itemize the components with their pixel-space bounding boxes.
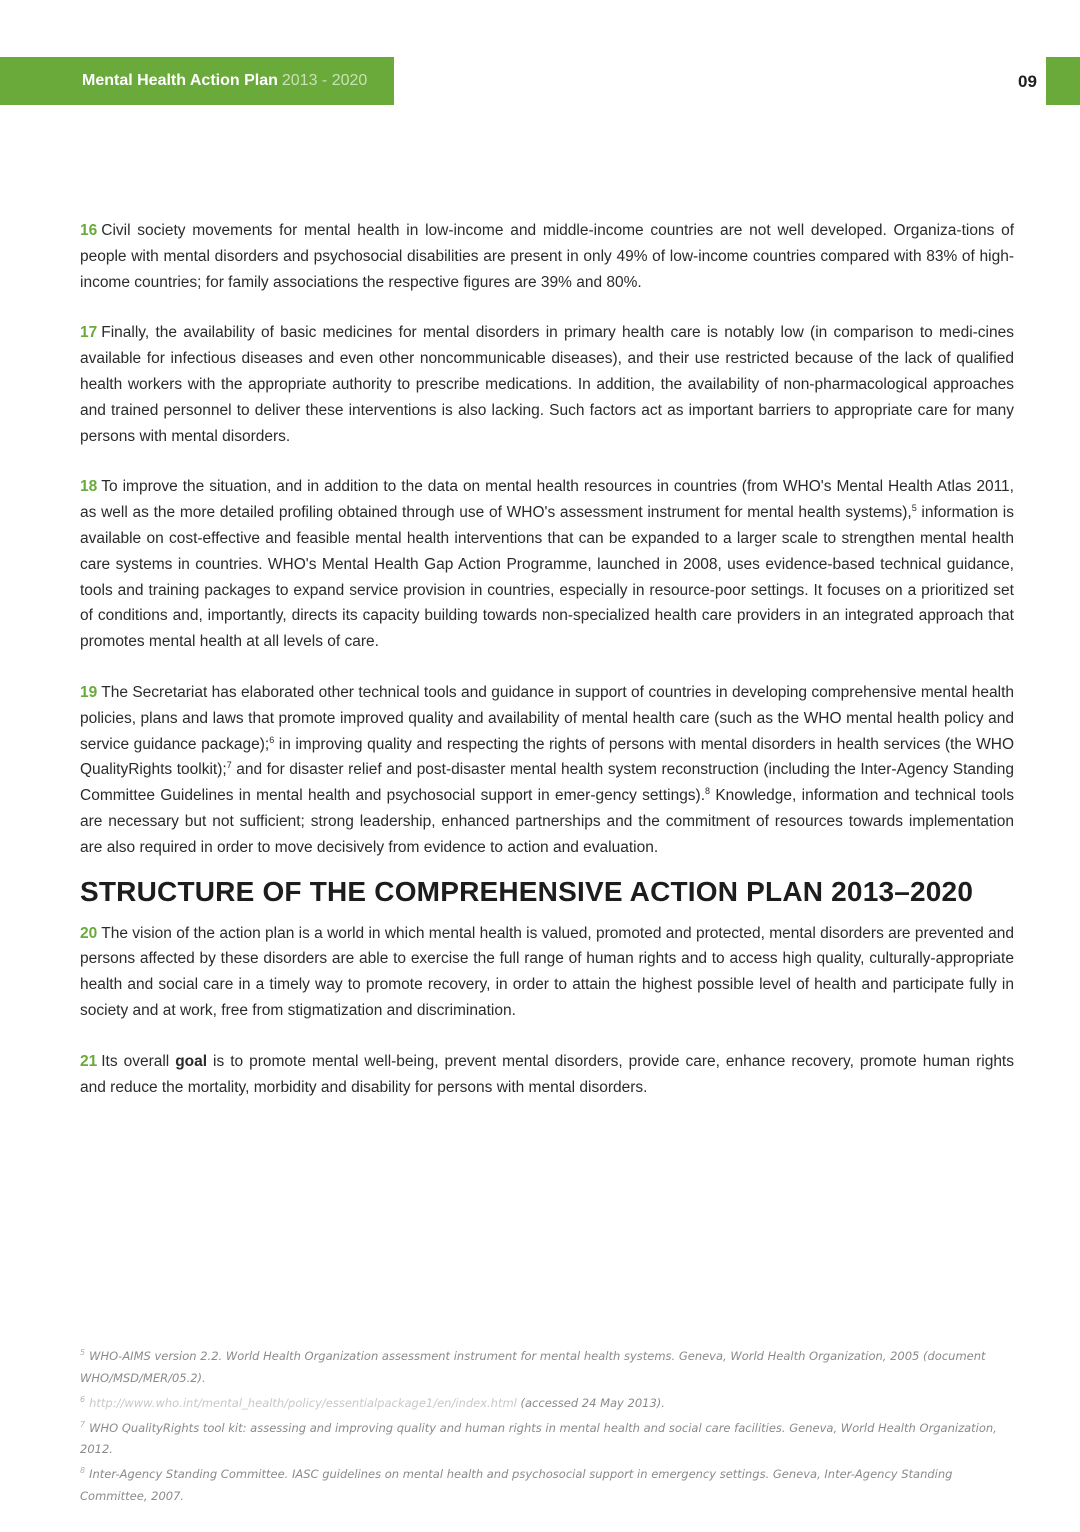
footnote-ref: 7 (226, 760, 232, 771)
header-years: 2013 - 2020 (281, 72, 368, 89)
footnote-5 (80, 1342, 1020, 1389)
paragraph-16 (80, 218, 1014, 295)
running-header (82, 72, 367, 90)
paragraph-text: Finally, the availability of basic medicines for mental disorders in primary health care is notably low (in comparison to medi-cines available for infectious diseases and even other noncommunicable diseases), and their use restricted because of the lack of qualified health workers with the appropriate authority to prescribe medications. In addition, the availability of non-pharmacological approaches and trained personnel to deliver these interventions is also lacking. Such factors act as important barriers to appropriate care for many persons with mental disorders. (80, 324, 1014, 445)
paragraph-number: 16 (80, 222, 98, 239)
paragraph-17 (80, 320, 1014, 449)
paragraph-number: 17 (80, 324, 98, 342)
side-tab (1046, 57, 1080, 105)
footnote-number: 7 (80, 1419, 86, 1429)
paragraph-text: in improving quality and respecting the rights of persons with mental disorders in health services (the WHO QualityRights toolkit); (80, 735, 1014, 779)
paragraph-text: information is available on cost-effective and feasible mental health interventions that can be expanded to a larger scale to strengthen mental health care systems in countries. WHO's Mental Health Gap Action Programme, launched in 2008, uses evidence-based technical guidance, tools and training packages to expand service provision in countries, especially in resource-poor settings. It focuses on a prioritized set of conditions and, importantly, directs its capacity building towards non-specialized health care providers in an integrated approach that promotes mental health at all levels of care. (80, 504, 1014, 651)
goal-emphasis: goal (175, 1052, 208, 1070)
paragraph-number: 18 (80, 478, 98, 496)
paragraph-text: The Secretariat has elaborated other technical tools and guidance in support of countries in developing comprehensive mental health policies, plans and laws that promote improved quality and availability of mental health care (such as the WHO mental health policy and service guidance package); (80, 683, 1014, 753)
footnote-ref: 6 (269, 734, 275, 745)
main-content (80, 218, 1014, 1125)
footnote-text: (accessed 24 May 2013). (516, 1395, 665, 1410)
footnote-text: WHO-AIMS version 2.2. World Health Organization assessment instrument for mental health systems. Geneva, World Health Organization, 2005 (document WHO/MSD/MER/05.2). (80, 1348, 986, 1385)
paragraph-text: Its overall (101, 1052, 176, 1070)
footnote-ref: 8 (705, 785, 711, 796)
paragraph-text: is to promote mental well-being, prevent mental disorders, provide care, enhance recovery, promote human rights and reduce the mortality, morbidity and disability for persons with mental disorders. (80, 1052, 1014, 1096)
paragraph-text: Civil society movements for mental health in low-income and middle-income countries are not well developed. Organiza-tions of people with mental disorders and psychosocial disabilities are present in only 49% of low-income countries compared with 83% of high-income countries; for family associations the respective figures are 39% and 80%. (80, 222, 1014, 291)
header-title: Mental Health Action Plan (82, 72, 278, 89)
footnotes (80, 1342, 1020, 1507)
footnote-7 (80, 1414, 1020, 1461)
footnote-text: WHO QualityRights tool kit: assessing and improving quality and human rights in mental health and social care facilities. Geneva, World Health Organization, 2012. (80, 1420, 997, 1457)
page-number: 09 (1018, 72, 1037, 91)
section-heading: STRUCTURE OF THE COMPREHENSIVE ACTION PLAN 2013–2020 (80, 875, 974, 907)
footnote-ref: 5 (911, 503, 917, 514)
paragraph-number: 20 (80, 924, 98, 942)
paragraph-number: 19 (80, 683, 98, 701)
footnote-number: 6 (80, 1394, 86, 1404)
footnote-8 (80, 1460, 1020, 1507)
paragraph-18 (80, 474, 1014, 655)
footnote-link[interactable]: http://www.who.int/mental_health/policy/essentialpackage1/en/index.html (89, 1395, 517, 1410)
paragraph-text: Knowledge, information and technical tools are necessary but not sufficient; strong leadership, enhanced partnerships and the commitment of resources towards implementation are also required in order to move decisively from evidence to action and evaluation. (80, 787, 1014, 856)
paragraph-text: and for disaster relief and post-disaster mental health system reconstruction (including the Inter-Agency Standing Committee Guidelines in mental health and psychosocial support in emer-gency settings). (80, 761, 1014, 805)
paragraph-text: To improve the situation, and in addition to the data on mental health resources in countries (from WHO's Mental Health Atlas 2011, as well as the more detailed profiling obtained through use of WHO's assessment instrument for mental health systems), (80, 478, 1014, 522)
footnote-number: 8 (80, 1466, 86, 1476)
footnote-text: Inter-Agency Standing Committee. IASC guidelines on mental health and psychosocial support in emergency settings. Geneva, Inter-Agency Standing Committee, 2007. (80, 1467, 953, 1504)
footnote-number: 5 (80, 1348, 86, 1357)
paragraph-number: 21 (80, 1052, 98, 1070)
paragraph-19 (80, 680, 1014, 861)
footnote-6 (80, 1389, 1020, 1414)
paragraph-20 (80, 921, 1014, 1024)
paragraph-21 (80, 1049, 1014, 1101)
paragraph-text: The vision of the action plan is a world in which mental health is valued, promoted and protected, mental disorders are prevented and persons affected by these disorders are able to exercise the full range of human rights and to access high quality, culturally-appropriate health and social care in a timely way to promote recovery, in order to attain the highest possible level of health and participate fully in society and at work, free from stigmatization and discrimination. (80, 924, 1014, 1019)
